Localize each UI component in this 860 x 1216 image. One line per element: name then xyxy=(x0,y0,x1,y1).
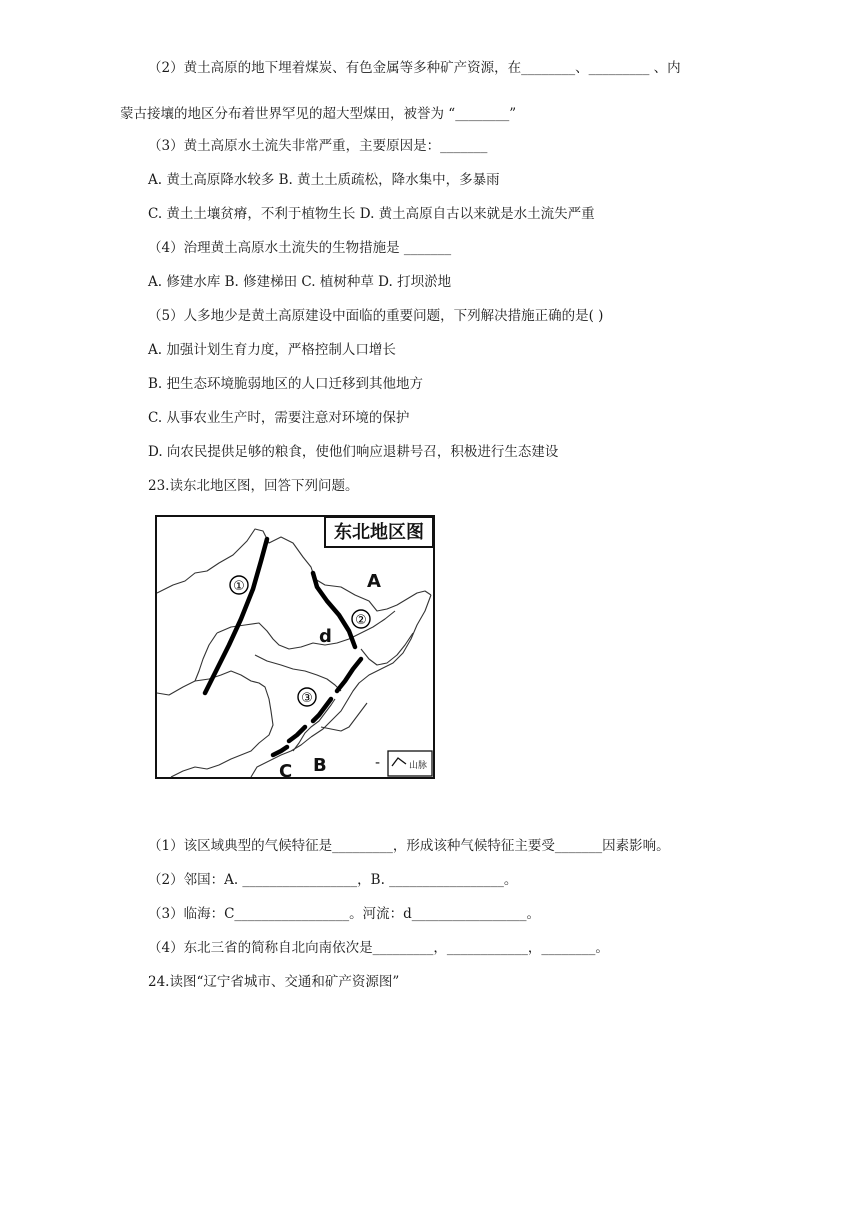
q22-part2-line2: 蒙古接壤的地区分布着世界罕见的超大型煤田，被誉为 “________” xyxy=(120,106,517,122)
q23-sub4: （4）东北三省的简称自北向南依次是_________，____________，________。 xyxy=(148,940,609,956)
label-2-marker xyxy=(352,610,370,628)
q22-part5-option-a: A. 加强计划生育力度，严格控制人口增长 xyxy=(148,342,396,358)
q22-part5-option-c: C. 从事农业生产时，需要注意对环境的保护 xyxy=(148,410,410,426)
q22-part3-options-cd: C. 黄土土壤贫瘠，不利于植物生长 D. 黄土高原自古以来就是水土流失严重 xyxy=(148,206,595,222)
label-1: ① xyxy=(233,579,245,594)
label-3-marker xyxy=(298,688,316,706)
q24-title: 24.读图“辽宁省城市、交通和矿产资源图” xyxy=(148,974,400,990)
q22-part5-option-b: B. 把生态环境脆弱地区的人口迁移到其他地方 xyxy=(148,376,424,392)
label-1-marker xyxy=(230,576,248,594)
label-2: ② xyxy=(355,613,367,628)
q22-part2-line1: （2）黄土高原的地下埋着煤炭、有色金属等多种矿产资源，在________、_________ 、内 xyxy=(148,60,681,76)
label-d: d xyxy=(319,626,332,647)
label-3: ③ xyxy=(301,691,313,706)
map-title: 东北地区图 xyxy=(334,522,424,543)
q22-part3-options-ab: A. 黄土高原降水较多 B. 黄土土质疏松，降水集中，多暴雨 xyxy=(148,172,500,188)
q23-sub1: （1）该区域典型的气候特征是_________，形成该种气候特征主要受_______因素影响。 xyxy=(148,838,670,854)
q22-part4-options: A. 修建水库 B. 修建梯田 C. 植树种草 D. 打坝淤地 xyxy=(148,274,452,290)
label-B: B xyxy=(313,755,327,776)
q23-sub2: （2）邻国：A. _________________，B. _________________。 xyxy=(148,872,518,888)
legend-label: 山脉 xyxy=(409,761,428,771)
q22-part5-question: （5）人多地少是黄土高原建设中面临的重要问题，下列解决措施正确的是( ) xyxy=(148,308,604,324)
q22-part5-option-d: D. 向农民提供足够的粮食，使他们响应退耕号召，积极进行生态建设 xyxy=(148,444,559,460)
label-C: C xyxy=(279,761,293,779)
q22-part4-question: （4）治理黄土高原水土流失的生物措施是 _______ xyxy=(148,240,452,256)
legend-dash: - xyxy=(375,755,381,771)
northeast-china-map xyxy=(155,515,435,779)
label-A: A xyxy=(367,571,381,592)
q22-part3-question: （3）黄土高原水土流失非常严重，主要原因是：_______ xyxy=(148,138,488,154)
q23-title: 23.读东北地区图，回答下列问题。 xyxy=(148,478,359,494)
q23-sub3: （3）临海：C_________________。河流：d_________________。 xyxy=(148,906,541,922)
